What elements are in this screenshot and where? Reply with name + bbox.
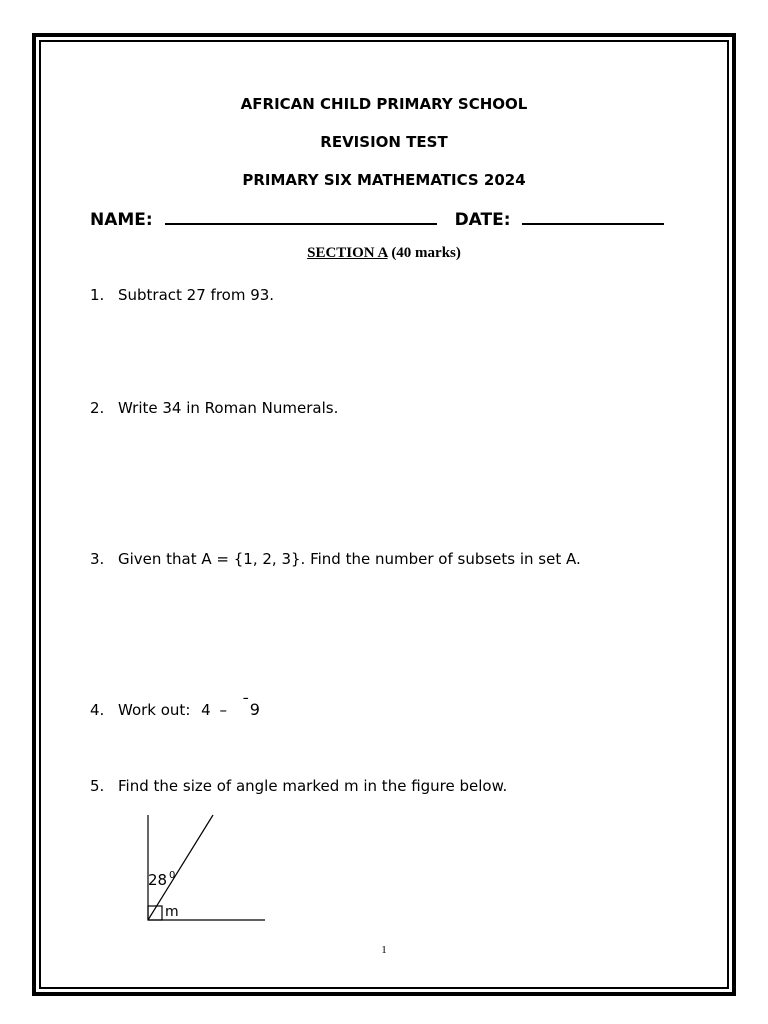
question-3 (90, 550, 581, 568)
angle-figure (140, 812, 280, 936)
question-number: 2. (90, 399, 105, 417)
section-marks: (40 marks) (391, 245, 461, 261)
question-5 (90, 777, 507, 795)
angle-diagram (140, 812, 280, 932)
date-label: DATE: (454, 210, 511, 230)
question-text: Write 34 in Roman Numerals. (118, 399, 339, 417)
slanted-line (148, 815, 213, 920)
page-number: 1 (381, 944, 387, 956)
school-name: AFRICAN CHILD PRIMARY SCHOOL (240, 95, 528, 113)
negative-sign: ¯ (241, 695, 250, 714)
name-date-row (90, 207, 664, 230)
degree-mark: 0 (169, 870, 176, 881)
subtraction-expression (201, 695, 260, 719)
test-title: REVISION TEST (320, 133, 448, 151)
question-text: Work out: (118, 701, 191, 719)
question-text: Subtract 27 from 93. (118, 286, 275, 304)
section-name: SECTION A (307, 245, 388, 261)
question-2 (90, 399, 338, 417)
question-number: 4. (90, 701, 105, 719)
section-heading (0, 245, 768, 262)
question-text: Given that A = {1, 2, 3}. Find the number of subsets in set A. (118, 550, 581, 568)
question-1 (90, 286, 274, 304)
expression-left: 4 (201, 701, 211, 719)
question-number: 1. (90, 286, 105, 304)
expression-right: 9 (249, 700, 260, 719)
date-field[interactable] (522, 207, 664, 225)
angle-value-label: 28 (148, 871, 168, 889)
minus-sign: – (219, 701, 227, 719)
question-number: 5. (90, 777, 105, 795)
angle-m-label: m (165, 904, 179, 920)
question-4 (90, 695, 260, 719)
name-field[interactable] (165, 207, 437, 225)
name-label: NAME: (90, 210, 153, 230)
question-text: Find the size of angle marked m in the figure below. (118, 777, 508, 795)
subject-title: PRIMARY SIX MATHEMATICS 2024 (242, 171, 526, 189)
question-number: 3. (90, 550, 105, 568)
